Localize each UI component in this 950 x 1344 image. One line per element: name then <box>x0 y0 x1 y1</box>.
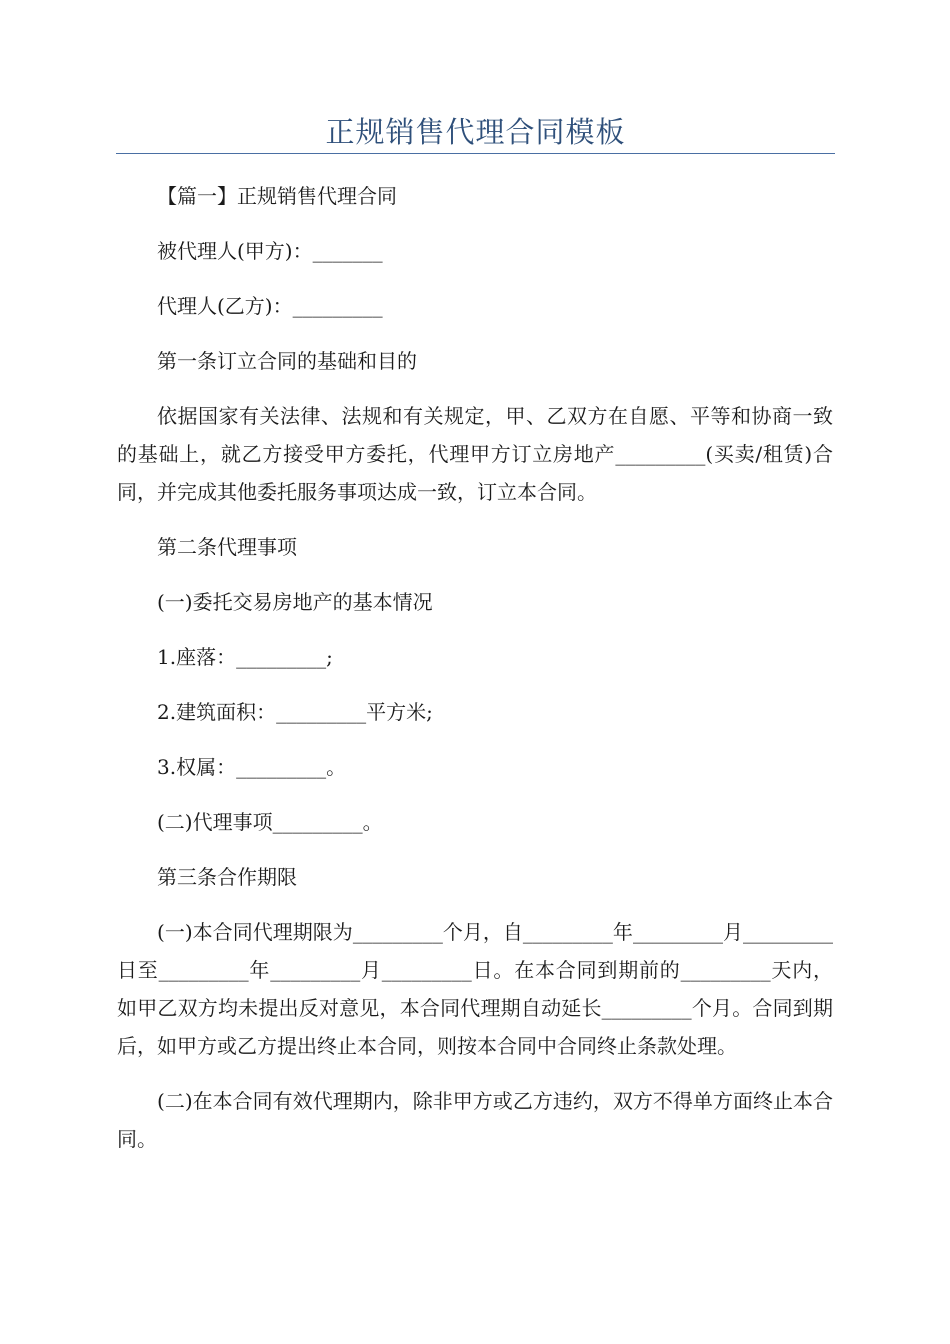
article-three-heading: 第三条合作期限 <box>157 865 297 889</box>
title-underline <box>116 153 835 154</box>
agency-matters-line: (二)代理事项_________。 <box>157 810 383 834</box>
agent-party-line: 代理人(乙方)：_________ <box>157 294 383 318</box>
term-clause-two: (二)在本合同有效代理期内，除非甲方或乙方违约，双方不得单方面终止本合同。 <box>117 1089 833 1151</box>
article-two-heading: 第二条代理事项 <box>157 535 297 559</box>
document-title: 正规销售代理合同模板 <box>325 115 626 149</box>
property-area-line: 2.建筑面积：_________平方米; <box>157 700 433 724</box>
document-body <box>117 177 833 1175</box>
property-info-heading: (一)委托交易房地产的基本情况 <box>157 590 433 614</box>
property-location-line: 1.座落：_________; <box>157 645 333 669</box>
property-ownership-line: 3.权属：_________。 <box>157 755 347 779</box>
term-clause-one: (一)本合同代理期限为_________个月，自_________年_________月_________日至_________年_________月_________日。在本合同到期前的_________天内，如甲乙双方均未提出反对意见，本合同代理期自动延长_________个月。合同到期后，如甲方或乙方提出终止本合同，则按本合同中合同终止条款处理。 <box>117 920 833 1058</box>
article-one-body: 依据国家有关法律、法规和有关规定，甲、乙双方在自愿、平等和协商一致的基础上，就乙方接受甲方委托，代理甲方订立房地产_________(买卖/租赁)合同，并完成其他委托服务事项达成一致，订立本合同。 <box>117 404 833 504</box>
section-heading-part-one: 【篇一】正规销售代理合同 <box>157 184 397 208</box>
principal-party-line: 被代理人(甲方)：_______ <box>157 239 383 263</box>
article-one-heading: 第一条订立合同的基础和目的 <box>157 349 417 373</box>
